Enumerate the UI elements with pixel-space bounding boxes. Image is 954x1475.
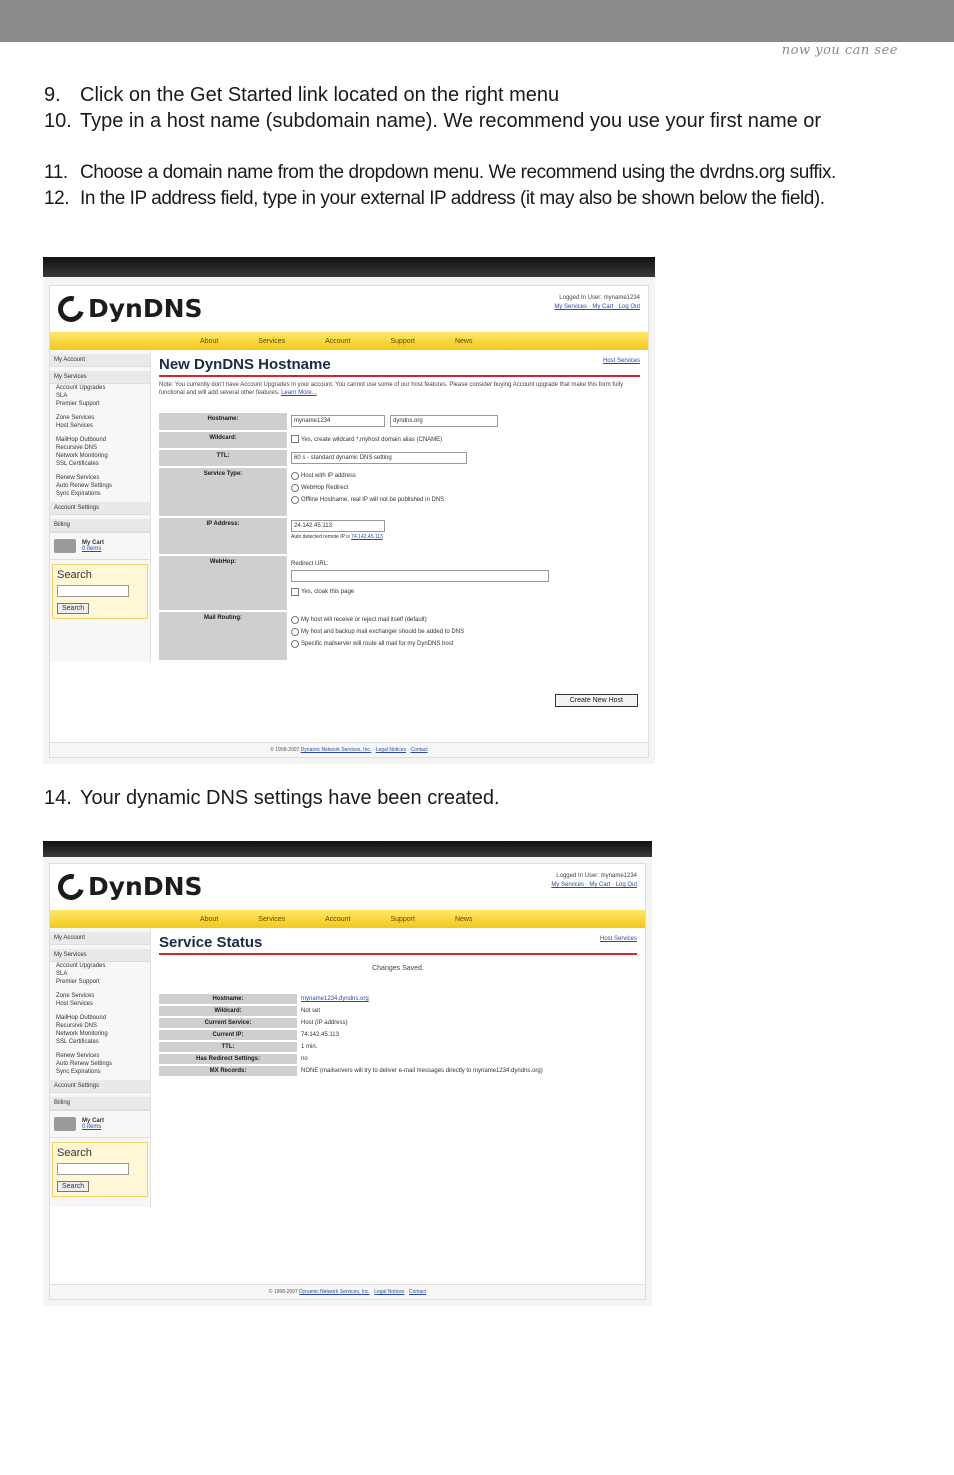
- nav-support[interactable]: Support: [390, 337, 415, 345]
- sidebar-billing[interactable]: Billing: [50, 1097, 150, 1110]
- sidebar-item[interactable]: Host Services: [56, 423, 94, 429]
- changes-saved-message: Changes Saved.: [372, 965, 424, 972]
- dyndns-logo-icon: [53, 869, 89, 905]
- my-cart[interactable]: My Cart 0 items: [50, 532, 150, 560]
- mail-radio[interactable]: [291, 616, 299, 624]
- tagline: now you can see: [781, 43, 898, 58]
- dyndns-logo-icon: [53, 291, 89, 327]
- step-10: [44, 108, 924, 134]
- step-number: 12.: [44, 188, 70, 209]
- footer-legal-link[interactable]: Legal Notices: [375, 747, 406, 753]
- table-row: Current Service: Host (IP address): [159, 1018, 637, 1028]
- step-12: [44, 186, 924, 212]
- page-title: New DynDNS Hostname Host Services: [159, 356, 640, 377]
- step-number: 9.: [44, 84, 61, 106]
- dyndns-header: [50, 864, 645, 910]
- my-cart[interactable]: My Cart 0 items: [50, 1110, 150, 1138]
- detected-ip-link[interactable]: 74.142.45.113: [351, 533, 383, 540]
- mail-radio[interactable]: [291, 640, 299, 648]
- sidebar-item[interactable]: Account Upgrades: [56, 385, 106, 391]
- cloak-checkbox[interactable]: [291, 588, 299, 596]
- body-area: [50, 350, 648, 704]
- sidebar-account-settings[interactable]: Account Settings: [50, 1080, 150, 1093]
- nav-services[interactable]: Services: [258, 337, 286, 345]
- table-row: Wildcard: Not set: [159, 1006, 637, 1016]
- row-hostname: Hostname: myname1234 . dyndns.org: [159, 413, 640, 430]
- ttl-select[interactable]: 60 s - standard dynamic DNS setting: [291, 452, 467, 464]
- main-nav: [50, 910, 645, 928]
- ip-address-input[interactable]: 24.142.45.113: [291, 520, 385, 532]
- sidebar-item[interactable]: Sync Expirations: [56, 1069, 101, 1075]
- status-table: [159, 994, 637, 1076]
- instruction-steps: [44, 82, 924, 212]
- footer-company-link[interactable]: Dynamic Network Services, Inc.: [300, 747, 372, 753]
- step-number: 11.: [44, 162, 68, 183]
- sidebar-item[interactable]: Premier Support: [56, 979, 100, 985]
- sidebar-item[interactable]: Network Monitoring: [56, 453, 108, 459]
- table-row: MX Records: NONE (mailservers will try to deliver e-mail messages directly to myname1234.dyndns.org): [159, 1066, 637, 1076]
- step-text: Choose a domain name from the dropdown menu. We recommend using the dvrdns.org suffix.: [80, 162, 836, 183]
- page-title: Service Status Host Services: [159, 934, 637, 955]
- sidebar-item[interactable]: SSL Certificates: [56, 1039, 99, 1045]
- search-button[interactable]: Search: [57, 603, 89, 614]
- dyndns-header: [50, 286, 648, 332]
- footer-legal-link[interactable]: Legal Notices: [374, 1289, 405, 1295]
- footer-contact-link[interactable]: Contact: [410, 747, 428, 753]
- upgrade-note: Note: You currently don't have Account Upgrades in your account. You cannot use some of our host features. Please consider buying Account upgrade that make this form fully functional and will add several other features. Learn More...: [159, 382, 624, 396]
- search-button[interactable]: Search: [57, 1181, 89, 1192]
- nav-news[interactable]: News: [454, 915, 473, 923]
- sidebar-item[interactable]: MailHop Outbound: [56, 1015, 107, 1021]
- step-text: Type in a host name (subdomain name). We recommend you use your first name or: [80, 110, 822, 132]
- sidebar-item[interactable]: Zone Services: [56, 993, 95, 999]
- sidebar-account-settings[interactable]: Account Settings: [50, 502, 150, 515]
- user-links[interactable]: My Services · My Cart · Log Out: [554, 304, 640, 310]
- screenshot-new-hostname: [43, 257, 655, 764]
- step-text: Click on the Get Started link located on the right menu: [80, 84, 560, 106]
- sidebar-item[interactable]: Auto Renew Settings: [56, 483, 113, 489]
- sidebar-my-account[interactable]: My Account: [50, 354, 150, 367]
- body-area: [50, 928, 645, 1207]
- sidebar-item[interactable]: SLA: [56, 393, 68, 399]
- nav-account[interactable]: Account: [325, 337, 351, 345]
- row-ttl: TTL: 60 s - standard dynamic DNS setting: [159, 450, 640, 467]
- sidebar-item[interactable]: Host Services: [56, 1001, 94, 1007]
- sidebar-item[interactable]: Sync Expirations: [56, 491, 101, 497]
- dyndns-page: [49, 863, 646, 1300]
- learn-more-link[interactable]: Learn More...: [281, 390, 317, 396]
- dyndns-logo[interactable]: DynDNS: [58, 294, 203, 323]
- page-footer: © 1998-2007 Dynamic Network Services, Inc. · Legal Notices · Contact: [50, 742, 648, 757]
- nav-about[interactable]: About: [200, 337, 219, 345]
- sidebar-search: Search Search: [52, 564, 148, 619]
- sidebar-item[interactable]: MailHop Outbound: [56, 437, 107, 443]
- dyndns-page: [49, 285, 649, 758]
- footer-contact-link[interactable]: Contact: [408, 1289, 427, 1295]
- top-bar: [0, 0, 954, 42]
- row-mail-routing: Mail Routing: My host will receive or reject mail itself (default) My host and backup mail exchanger should be added to DNS Specific mailserver will route all mail for my DynDNS host: [159, 612, 640, 660]
- sidebar-my-services[interactable]: My Services: [50, 371, 150, 384]
- nav-account[interactable]: Account: [325, 915, 351, 923]
- row-service-type: Service Type: Host with IP address WebHop Redirect Offline Hostname, real IP will not be published in DNS: [159, 468, 640, 516]
- sidebar-my-services[interactable]: My Services: [50, 949, 150, 962]
- main-nav: [50, 332, 648, 350]
- mail-radio[interactable]: [291, 628, 299, 636]
- footer-company-link[interactable]: Dynamic Network Services, Inc.: [299, 1289, 370, 1295]
- sidebar-my-account[interactable]: My Account: [50, 932, 150, 945]
- step-text: In the IP address field, type in your external IP address (it may also be shown below the field).: [80, 188, 825, 209]
- main-content: [151, 350, 648, 704]
- table-row: TTL: 1 min.: [159, 1042, 637, 1052]
- service-radio[interactable]: [291, 496, 299, 504]
- sidebar-item[interactable]: Premier Support: [56, 401, 100, 407]
- hostname-input[interactable]: myname1234: [291, 415, 385, 427]
- redirect-url-input[interactable]: [291, 570, 549, 582]
- sidebar-item[interactable]: Renew Services: [56, 475, 100, 481]
- host-services-link[interactable]: Host Services: [599, 936, 637, 942]
- nav-services[interactable]: Services: [258, 915, 286, 923]
- sidebar-item[interactable]: Renew Services: [56, 1053, 100, 1059]
- sidebar-search: Search Search: [52, 1142, 148, 1197]
- service-radio[interactable]: [291, 484, 299, 492]
- host-services-link[interactable]: Host Services: [602, 358, 640, 364]
- table-row: Has Redirect Settings: no: [159, 1054, 637, 1064]
- user-links[interactable]: My Services · My Cart · Log Out: [551, 882, 637, 888]
- row-ip-address: IP Address: 24.142.45.113 Auto detected remote IP is 74.142.45.113: [159, 518, 640, 554]
- service-radio[interactable]: [291, 472, 299, 480]
- main-content: [151, 928, 645, 1207]
- wildcard-checkbox[interactable]: [291, 435, 299, 443]
- page-footer: © 1998-2007 Dynamic Network Services, Inc. · Legal Notices · Contact: [50, 1284, 645, 1299]
- step-11: [44, 160, 924, 186]
- user-info: Logged In User: myname1234 My Services · My Cart · Log Out: [551, 873, 637, 888]
- browser-bar: [43, 257, 655, 277]
- step-number: 14.: [44, 787, 72, 809]
- step-number: 10.: [44, 110, 72, 132]
- cart-icon: [54, 1117, 76, 1131]
- sidebar-item[interactable]: SLA: [56, 971, 68, 977]
- hostname-link[interactable]: myname1234.dyndns.org: [301, 996, 369, 1002]
- sidebar-item[interactable]: Network Monitoring: [56, 1031, 108, 1037]
- step-14: [44, 785, 500, 811]
- search-input[interactable]: [57, 585, 129, 597]
- sidebar-item[interactable]: Recursive DNS: [56, 445, 98, 451]
- table-row: Hostname: myname1234.dyndns.org: [159, 994, 637, 1004]
- row-webhop: WebHop: Redirect URL: Yes, cloak this page: [159, 556, 640, 610]
- sidebar: [50, 350, 151, 662]
- sidebar-item[interactable]: Zone Services: [56, 415, 95, 421]
- row-wildcard: Wildcard: Yes, create wildcard *.myhost domain alias (CNAME): [159, 432, 640, 448]
- create-new-host-button[interactable]: Create New Host: [555, 694, 638, 707]
- sidebar-item[interactable]: Recursive DNS: [56, 1023, 98, 1029]
- domain-select[interactable]: dyndns.org: [390, 415, 498, 427]
- screenshot-service-status: [43, 841, 652, 1306]
- search-input[interactable]: [57, 1163, 129, 1175]
- sidebar-item[interactable]: Account Upgrades: [56, 963, 106, 969]
- nav-news[interactable]: News: [454, 337, 473, 345]
- nav-support[interactable]: Support: [390, 915, 415, 923]
- sidebar: [50, 928, 151, 1207]
- sidebar-item[interactable]: Auto Renew Settings: [56, 1061, 113, 1067]
- step-text: Your dynamic DNS settings have been created.: [80, 787, 500, 809]
- nav-about[interactable]: About: [200, 915, 219, 923]
- browser-bar: [43, 841, 652, 857]
- sidebar-item[interactable]: SSL Certificates: [56, 461, 99, 467]
- step-9: [44, 82, 924, 108]
- cart-icon: [54, 539, 76, 553]
- table-row: Current IP: 74.142.45.113: [159, 1030, 637, 1040]
- sidebar-billing[interactable]: Billing: [50, 519, 150, 532]
- dyndns-logo[interactable]: DynDNS: [58, 872, 203, 901]
- user-info: Logged In User: myname1234 My Services · My Cart · Log Out: [554, 295, 640, 310]
